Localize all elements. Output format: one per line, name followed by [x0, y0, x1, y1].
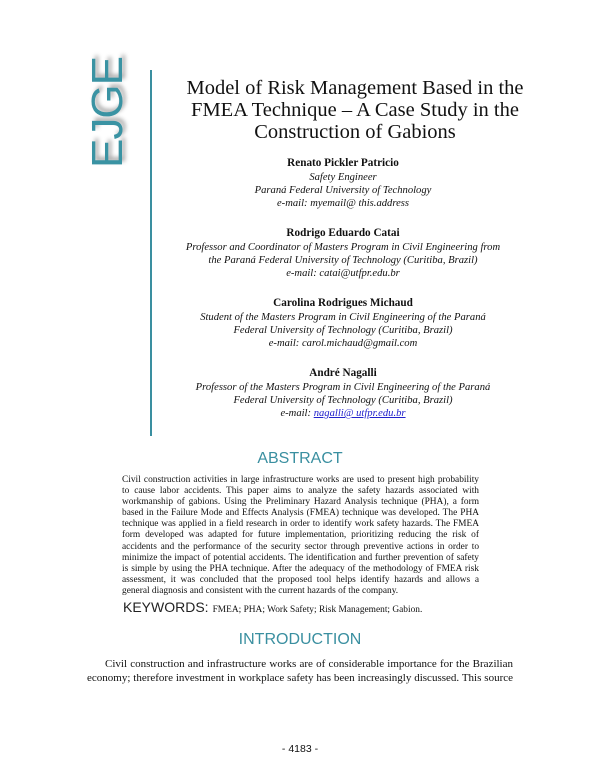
author-affiliation: Federal University of Technology (Curitiba, Brazil)	[233, 325, 453, 336]
author-affiliation: Safety Engineer	[309, 172, 377, 183]
author-affiliation: Federal University of Technology (Curitiba, Brazil)	[233, 395, 453, 406]
author-block	[170, 157, 516, 210]
keywords	[123, 599, 422, 615]
author-email: e-mail: myemail@ this.address	[276, 198, 410, 209]
title-line: Model of Risk Management Based in the	[186, 77, 524, 99]
abstract-line: based in the Failure Mode and Effects Analysis (FMEA) technique was developed. The PHA	[122, 508, 479, 519]
email-link[interactable]: nagalli@ utfpr.edu.br	[313, 408, 406, 419]
author-affiliation: Professor and Coordinator of Masters Program in Civil Engineering from	[185, 242, 501, 253]
abstract-line: Civil construction activities in large infrastructure works are used to present high probability	[122, 475, 479, 485]
title-line: FMEA Technique – A Case Study in the	[191, 99, 519, 121]
author-affiliation: Paraná Federal University of Technology	[254, 185, 432, 196]
paper-title	[170, 77, 540, 143]
author-list	[170, 157, 516, 437]
author-block	[170, 297, 516, 350]
paragraph-line: Civil construction and infrastructure works are of considerable importance for the Brazilian	[105, 658, 513, 670]
abstract-line: is simple by using the PHA technique. After the adequacy of the methodology of FMEA risk	[122, 563, 479, 574]
abstract-line: minimize the impact of potential accidents. The identification and further prevention of safety	[122, 552, 479, 563]
logo-divider	[150, 70, 152, 436]
email-label: e-mail:	[280, 408, 314, 419]
paragraph-line: economy; therefore investment in workplace safety has been increasingly discussed. This source	[87, 672, 513, 684]
page-number: - 4183 -	[281, 743, 319, 755]
introduction-body	[87, 657, 513, 685]
author-email	[170, 407, 516, 420]
author-email: e-mail: carol.michaud@gmail.com	[268, 338, 418, 349]
abstract-line: assessment, it was concluded that the proposed tool helps identify hazards and allows a	[122, 574, 479, 585]
author-name: Renato Pickler Patricio	[287, 157, 399, 169]
introduction-heading: INTRODUCTION	[238, 631, 362, 648]
keywords-label: KEYWORDS:	[123, 599, 209, 615]
author-affiliation: the Paraná Federal University of Technology (Curitiba, Brazil)	[208, 255, 478, 266]
keywords-text: FMEA; PHA; Work Safety; Risk Management; Gabion.	[212, 605, 423, 615]
abstract-heading: ABSTRACT	[257, 450, 343, 467]
abstract-line: form developed was adapted for future implementation, prioritizing reducing the risk of	[122, 530, 479, 541]
author-name: Rodrigo Eduardo Catai	[286, 227, 400, 239]
author-block	[170, 227, 516, 280]
author-email: e-mail: catai@utfpr.edu.br	[286, 268, 400, 279]
author-name: André Nagalli	[309, 367, 377, 379]
author-name: Carolina Rodrigues Michaud	[273, 297, 413, 309]
abstract-line: to cause labor accidents. This paper aims to analyze the safety hazards associated with	[122, 486, 479, 497]
ejge-logo: EJGE	[83, 57, 132, 168]
abstract-line: technique was applied in a field research in order to identify work safety hazards. The FMEA	[122, 519, 479, 530]
author-block	[170, 367, 516, 420]
abstract-line: workmanship of gabions. Using the Preliminary Hazard Analysis technique (PHA), a form	[122, 497, 479, 508]
title-line: Construction of Gabions	[254, 121, 456, 143]
abstract-line: accidents and the performance of the security sector through preventive actions in order to	[122, 541, 479, 552]
author-affiliation: Student of the Masters Program in Civil Engineering of the Paraná	[200, 312, 486, 323]
abstract-body	[122, 475, 479, 597]
abstract-line: general diagnosis and consistent with the current hazards of the company.	[122, 585, 399, 596]
author-affiliation: Professor of the Masters Program in Civil Engineering of the Paraná	[195, 382, 491, 393]
